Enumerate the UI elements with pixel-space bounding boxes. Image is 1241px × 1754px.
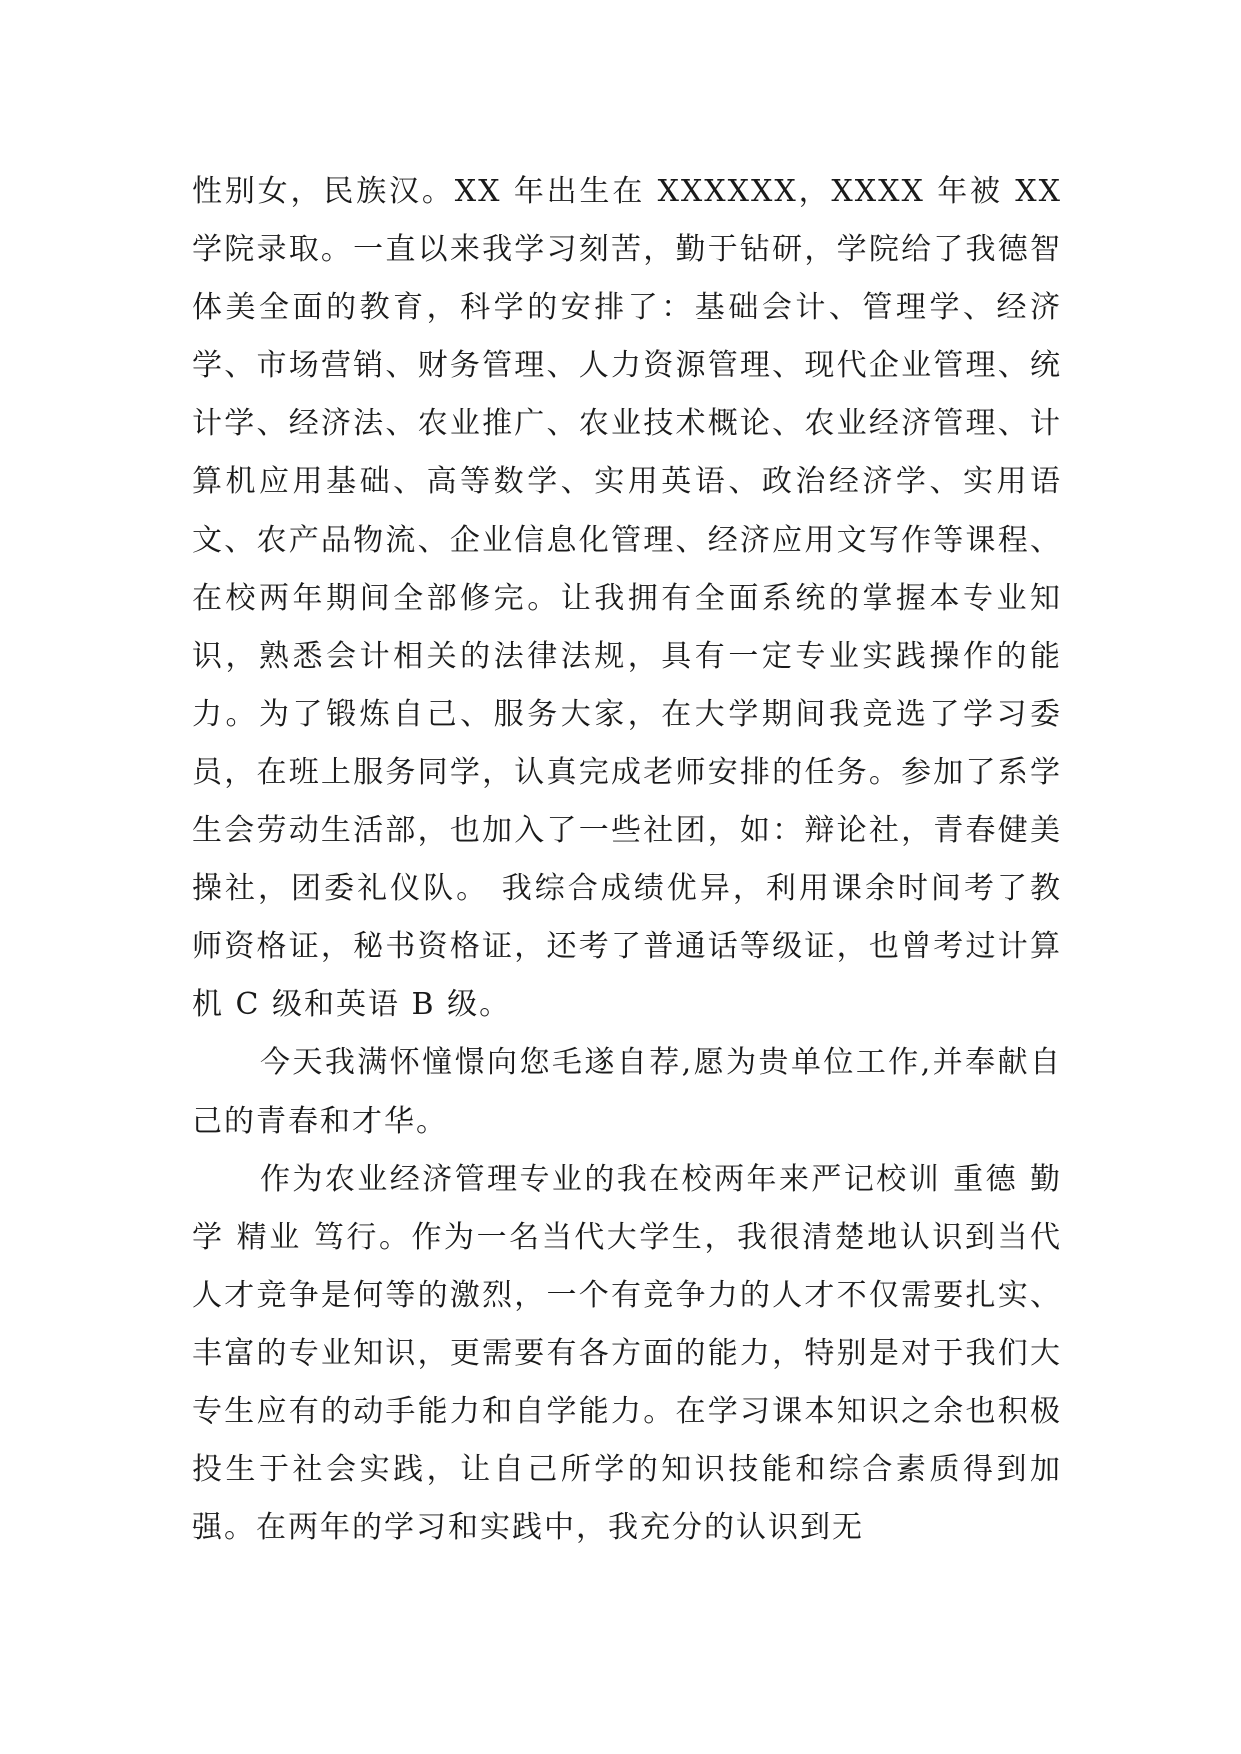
document-body xyxy=(192,163,1062,1557)
paragraph-major-experience: 作为农业经济管理专业的我在校两年来严记校训 重德 勤学 精业 笃行。作为一名当代大学生，我很清楚地认识到当代人才竞争是何等的激烈，一个有竞争力的人才不仅需要扎实、丰富的专业知识，更需要有各方面的能力，特别是对于我们大专生应有的动手能力和自学能力。在学习课本知识之余也积极投生于社会实践，让自己所学的知识技能和综合素质得到加强。在两年的学习和实践中，我充分的认识到无 xyxy=(192,1161,1062,1546)
paragraph-self-recommendation: 今天我满怀憧憬向您毛遂自荐,愿为贵单位工作,并奉献自己的青春和才华。 xyxy=(192,1045,1062,1139)
paragraph-background: 性别女，民族汉。XX 年出生在 XXXXXX，XXXX 年被 XX 学院录取。一直以来我学习刻苦，勤于钻研，学院给了我德智体美全面的教育，科学的安排了：基础会计、管理学、经济学、市场营销、财务管理、人力资源管理、现代企业管理、统计学、经济法、农业推广、农业技术概论、农业经济管理、计算机应用基础、高等数学、实用英语、政治经济学、实用语文、农产品物流、企业信息化管理、经济应用文写作等课程、在校两年期间全部修完。让我拥有全面系统的掌握本专业知识，熟悉会计相关的法律法规，具有一定专业实践操作的能力。为了锻炼自己、服务大家，在大学期间我竞选了学习委员，在班上服务同学，认真完成老师安排的任务。参加了系学生会劳动生活部，也加入了一些社团，如：辩论社，青春健美操社，团委礼仪队。 我综合成绩优异，利用课余时间考了教师资格证，秘书资格证，还考了普通话等级证，也曾考过计算机 C 级和英语 B 级。 xyxy=(192,174,1062,1023)
